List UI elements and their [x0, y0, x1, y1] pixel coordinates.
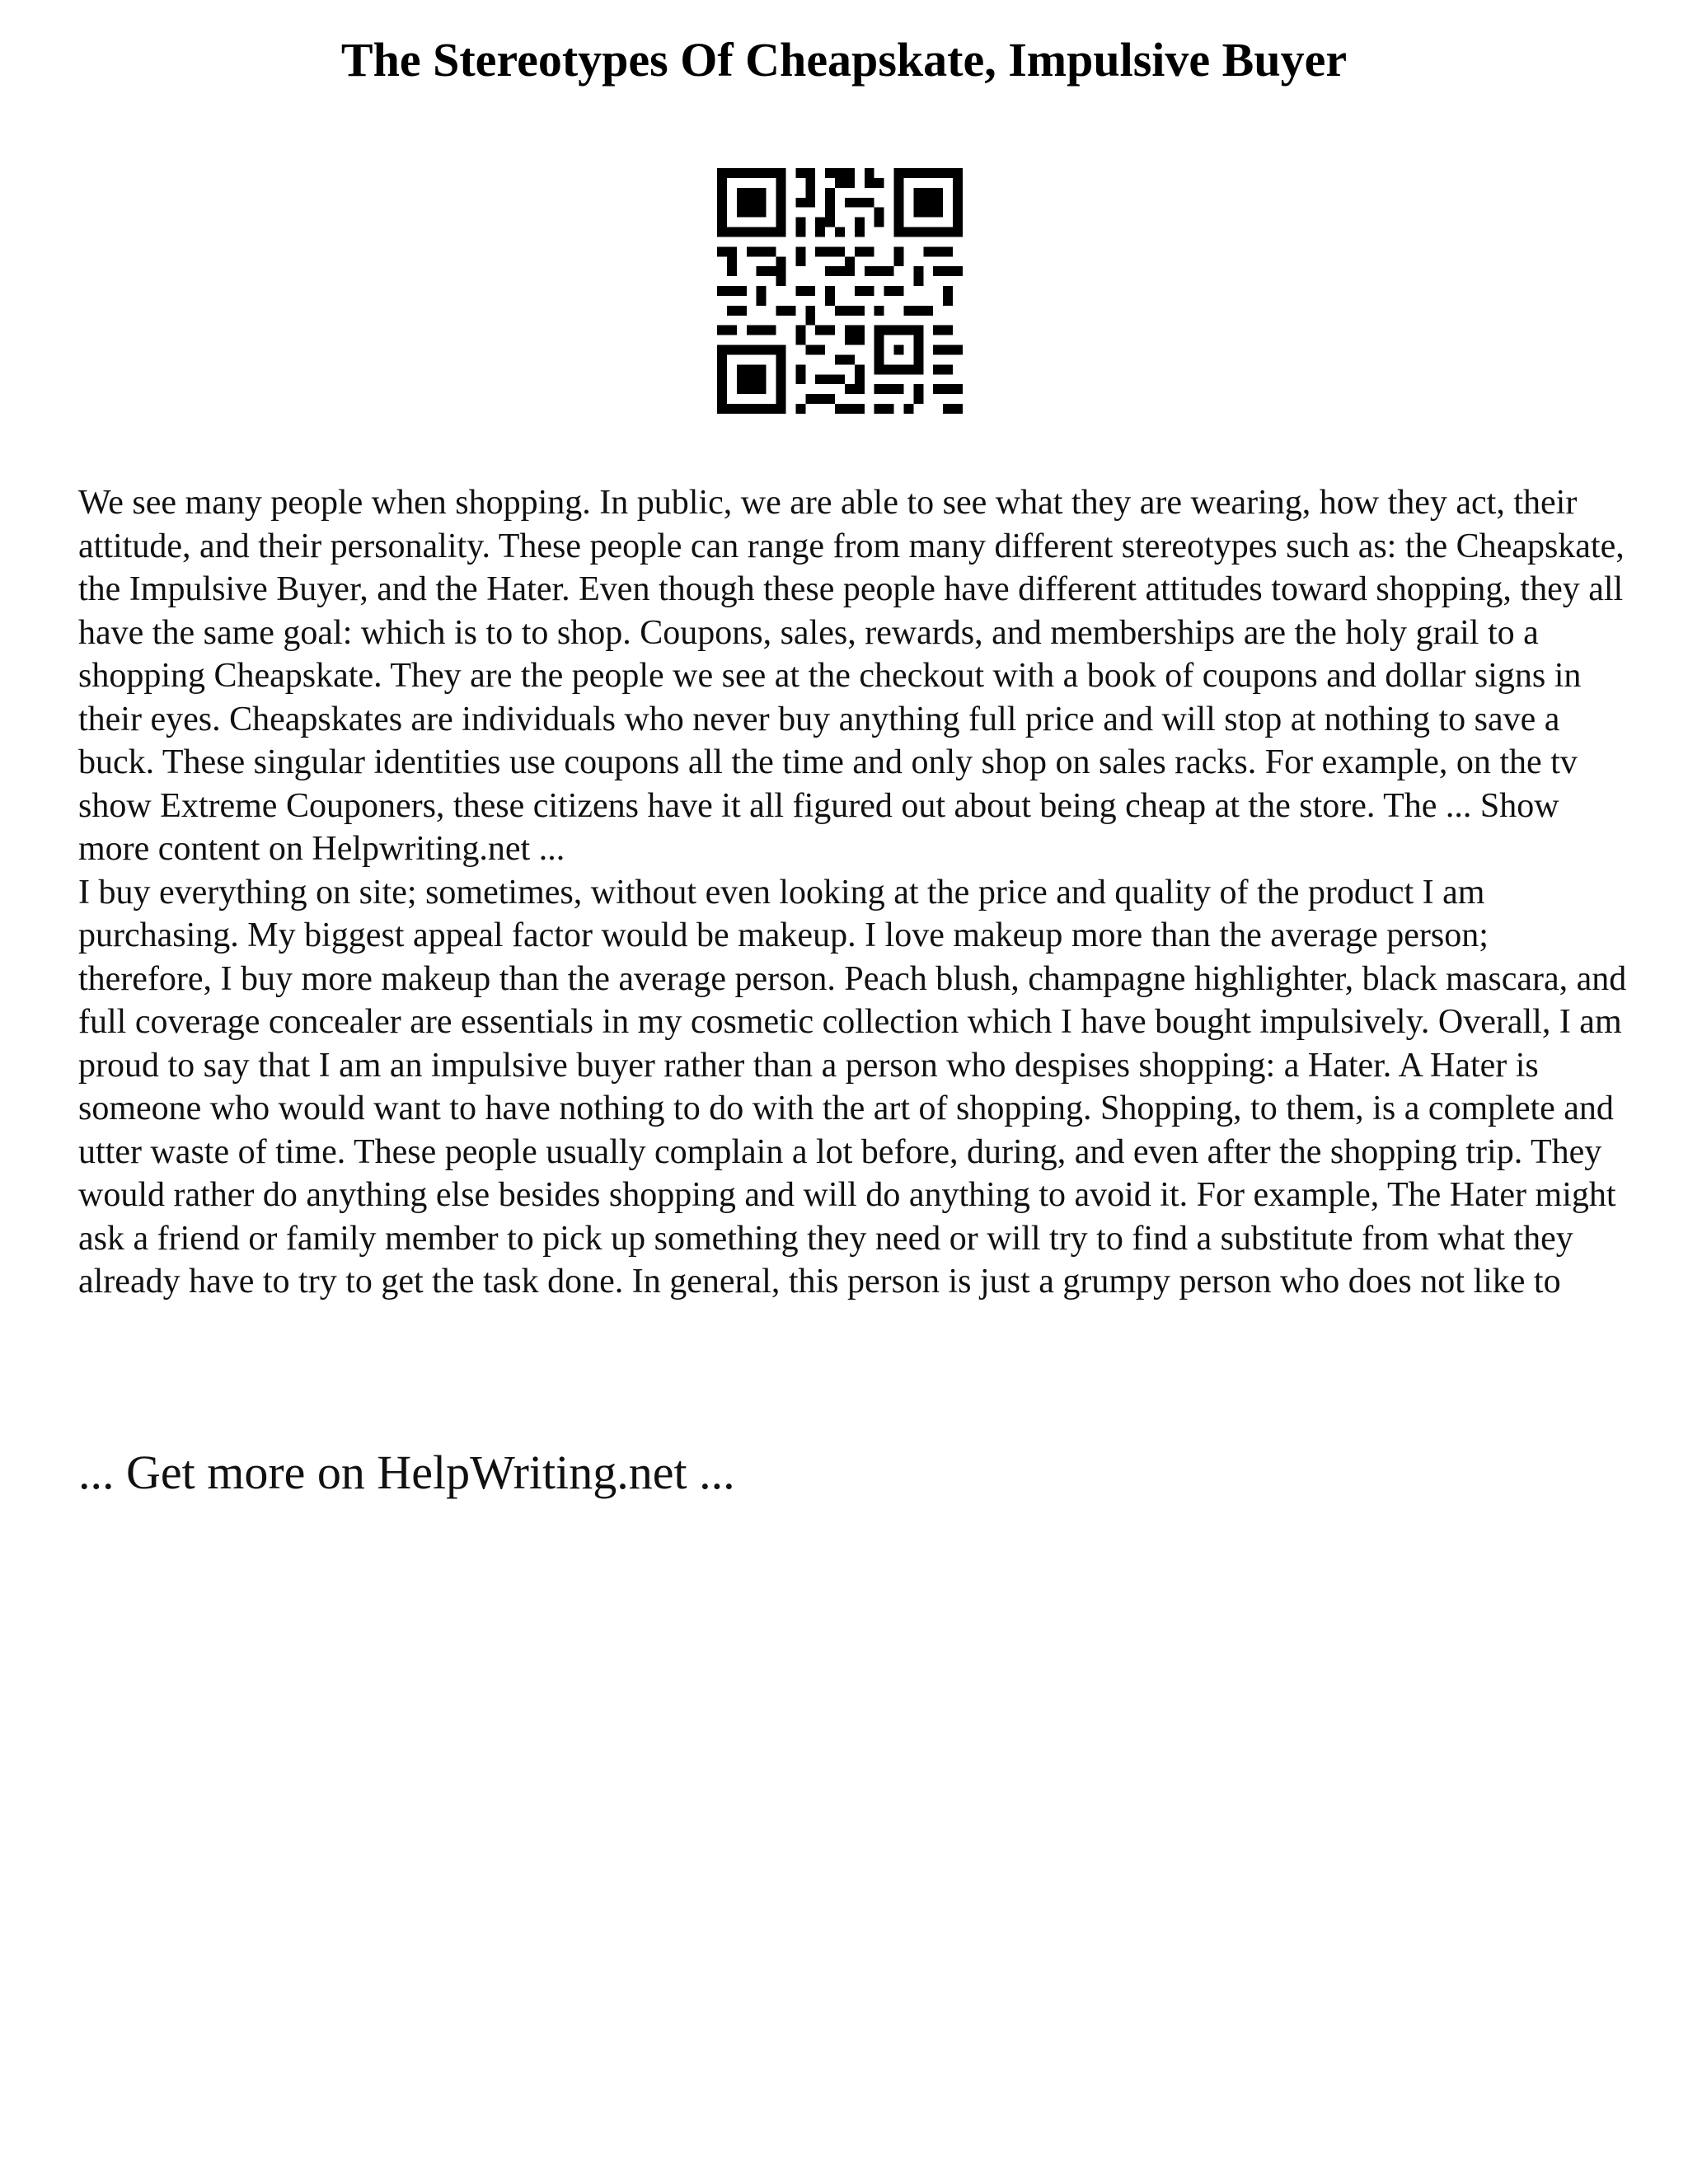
article-body	[78, 481, 1628, 1304]
get-more-link[interactable]: ... Get more on HelpWriting.net ...	[78, 1446, 735, 1499]
paragraph-1: We see many people when shopping. In public, we are able to see what they are wearing, how they act, their attitude, and their personality. These people can range from many different stereotypes such as: the Cheapskate, the Impulsive Buyer, and the Hater. Even though these people have different attitudes toward shopping, they all have the same goal: which is to to shop. Coupons, sales, rewards, and memberships are the holy grail to a shopping Cheapskate. They are the people we see at the checkout with a book of coupons and dollar signs in their eyes. Cheapskates are individuals who never buy anything full price and will stop at nothing to save a buck. These singular identities use coupons all the time and only shop on sales racks. For example, on the tv show Extreme Couponers, these citizens have it all figured out about being cheap at the store. The ... Show more content on Helpwriting.net ...	[78, 484, 1625, 868]
paragraph-2: I buy everything on site; sometimes, without even looking at the price and quality of the product I am purchasing. My biggest appeal factor would be makeup. I love makeup more than the average person; therefore, I buy more makeup than the average person. Peach blush, champagne highlighter, black mascara, and full coverage concealer are essentials in my cosmetic collection which I have bought impulsively. Overall, I am proud to say that I am an impulsive buyer rather than a person who despises shopping: a Hater. A Hater is someone who would want to have nothing to do with the art of shopping. Shopping, to them, is a complete and utter waste of time. These people usually complain a lot before, during, and even after the shopping trip. They would rather do anything else besides shopping and will do anything to avoid it. For example, The Hater might ask a friend or family member to pick up something they need or will try to find a substitute from what they already have to try to get the task done. In general, this person is just a grumpy person who does not like to	[78, 873, 1627, 1301]
document-title: The Stereotypes Of Cheapskate, Impulsive Buyer	[340, 33, 1348, 87]
qr-code-icon	[717, 168, 963, 414]
